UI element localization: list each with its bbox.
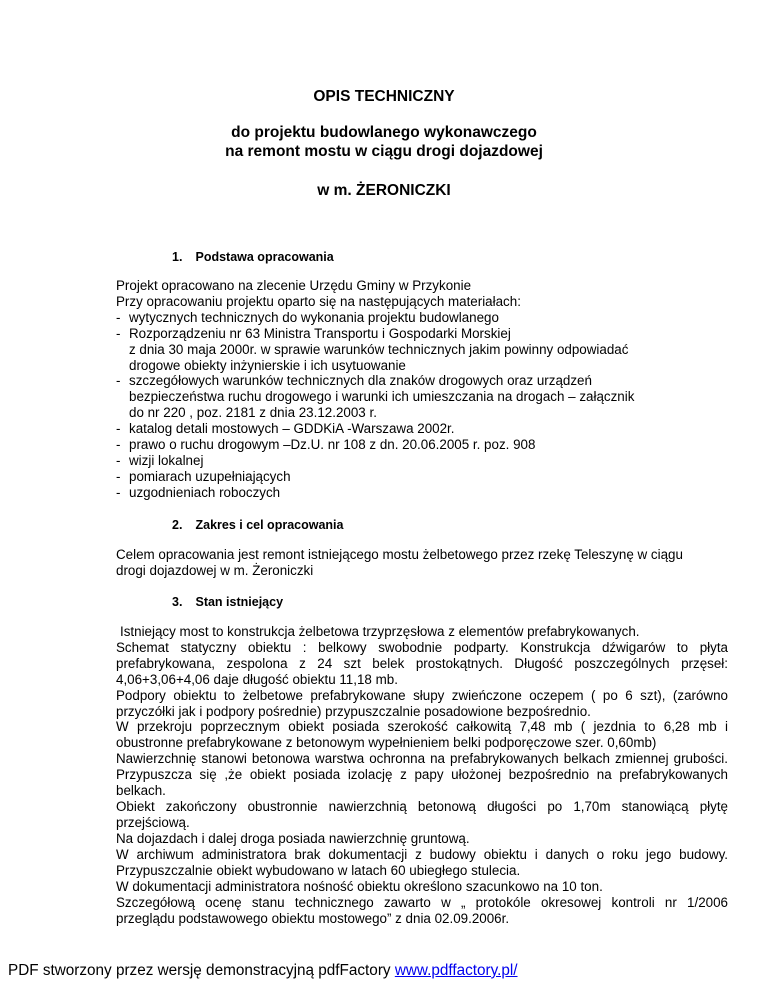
list-item <box>116 326 716 342</box>
materials-list <box>116 310 716 501</box>
bullet-dash: - <box>116 421 121 437</box>
paragraph-line: Nawierzchnię stanowi betonowa warstwa ochronna na prefabrykowanych belkach zmiennej grubości. <box>116 751 728 767</box>
paragraph-line: Projekt opracowano na zlecenie Urzędu Gminy w Przykonie <box>116 278 472 293</box>
subtitle-line-1: do projektu budowlanego wykonawczego <box>231 124 537 141</box>
bullet-dash: - <box>116 468 121 484</box>
paragraph-line: Przypuszcza się ,że obiekt posiada izolację z papy ułożonej bezpośrednio na prefabrykowanych <box>116 767 728 783</box>
list-item-text: wytycznych technicznych do wykonania projektu budowlanego <box>129 309 499 325</box>
list-item <box>116 310 716 326</box>
paragraph-line: Przy opracowaniu projektu oparto się na następujących materiałach: <box>116 293 521 309</box>
bullet-dash: - <box>116 309 121 325</box>
section-3-heading <box>172 595 283 609</box>
footer-link[interactable]: www.pdffactory.pl/ <box>394 962 518 979</box>
list-item-continuation: drogowe obiekty inżynierskie i ich usytuowanie <box>129 357 406 373</box>
paragraph-line: Schemat statyczny obiektu : belkowy swobodnie podparty. Konstrukcja dźwigarów to płyta <box>116 639 728 655</box>
assessment-paragraph <box>116 895 728 927</box>
paragraph-line: Przypuszczalnie obiekt wybudowano w latach 60 ubiegłego stulecia. <box>116 862 521 878</box>
bullet-dash: - <box>116 484 121 500</box>
paragraph-line: 4,06+3,06+4,06 daje długość obiektu 11,18 mb. <box>116 671 398 687</box>
footer-text: PDF stworzony przez wersję demonstracyjną pdfFactory <box>8 962 395 979</box>
paragraph-line: drogi dojazdowej w m. Żeroniczki <box>116 562 314 578</box>
list-item-text: Rozporządzeniu nr 63 Ministra Transportu i Gospodarki Morskiej <box>129 325 511 341</box>
list-item-continuation: bezpieczeństwa ruchu drogowego i warunki ich umieszczania na drogach – załącznik <box>129 389 635 405</box>
list-item-text: uzgodnieniach roboczych <box>129 484 281 500</box>
list-item <box>116 469 716 485</box>
paragraph-line: W dokumentacji administratora nośność obiektu określono szacunkowo na 10 ton. <box>116 878 603 894</box>
document-title: OPIS TECHNICZNY <box>313 88 455 105</box>
list-item-continuation: do nr 220 , poz. 2181 z dnia 23.12.2003 r. <box>129 405 377 421</box>
list-item <box>116 485 716 501</box>
list-item-text: wizji lokalnej <box>129 452 204 468</box>
section-1-number: 1. <box>172 250 183 264</box>
pdf-footer <box>8 962 518 980</box>
list-item <box>116 453 716 469</box>
section-2-title: Zakres i cel opracowania <box>195 518 344 532</box>
paragraph-line: W archiwum administratora brak dokumentacji z budowy obiektu i danych o roku jego budowy. <box>116 846 728 862</box>
list-item <box>116 421 716 437</box>
list-item-text: prawo o ruchu drogowym –Dz.U. nr 108 z dn. 20.06.2005 r. poz. 908 <box>129 437 536 453</box>
section-2-heading <box>172 518 343 532</box>
section-1-heading <box>172 250 334 264</box>
list-item <box>116 373 716 389</box>
paragraph-line: przyczółki jak i podpory pośrednie) przypuszczalnie posadowione bezpośrednio. <box>116 703 591 719</box>
paragraph-line: Podpory obiektu to żelbetowe prefabrykowane słupy zwieńczone oczepem ( po 6 szt), (zarówno <box>116 687 728 703</box>
paragraph-line: przejściową. <box>116 814 190 830</box>
list-item-text: pomiarach uzupełniających <box>129 468 291 484</box>
paragraph-line: przeglądu podstawowego obiektu mostowego” z dnia 02.09.2006r. <box>116 910 510 926</box>
paragraph-line: Celem opracowania jest remont istniejącego mostu żelbetowego przez rzekę Teleszynę w ciągu <box>116 547 683 562</box>
paragraph-line: Szczegółową ocenę stanu technicznego zawarto w „ protokóle okresowej kontroli nr 1/2006 <box>116 895 728 910</box>
section-1-title: Podstawa opracowania <box>195 250 334 264</box>
paragraph-line: obustronne prefabrykowane z betonowym wypełnieniem belki podporęczowe szer. 0,60mb) <box>116 735 657 751</box>
paragraph-line: W przekroju poprzecznym obiekt posiada szerokość całkowitą 7,48 mb ( jezdnia to 6,28 mb i <box>116 719 728 735</box>
paragraph-line: Obiekt zakończony obustronnie nawierzchnią betonową długości po 1,70m stanowiącą płytę <box>116 798 728 814</box>
list-item-continuation: z dnia 30 maja 2000r. w sprawie warunków technicznych jakim powinny odpowiadać <box>129 341 629 357</box>
paragraph-line: belkach. <box>116 783 166 799</box>
paragraph-line: prefabrykowana, zespolona z 24 szt belek prostokątnych. Długość poszczególnych przęseł: <box>116 655 728 671</box>
section-3-number: 3. <box>172 595 183 609</box>
bullet-dash: - <box>116 452 121 468</box>
bullet-dash: - <box>116 325 121 341</box>
location-title: w m. ŻERONICZKI <box>317 182 451 199</box>
section-3-title: Stan istniejący <box>195 595 284 609</box>
list-item-text: katalog detali mostowych – GDDKiA -Warszawa 2002r. <box>129 421 455 437</box>
list-item-text: szczegółowych warunków technicznych dla znaków drogowych oraz urządzeń <box>129 373 592 389</box>
section-1-body <box>116 278 716 501</box>
section-2-number: 2. <box>172 518 183 532</box>
paragraph-line: Na dojazdach i dalej droga posiada nawierzchnię gruntową. <box>116 830 470 846</box>
list-item <box>116 437 716 453</box>
subtitle-line-2: na remont mostu w ciągu drogi dojazdowej <box>225 143 543 160</box>
paragraph-line: Istniejący most to konstrukcja żelbetowa trzyprzęsłowa z elementów prefabrykowanych. <box>120 624 640 639</box>
bullet-dash: - <box>116 373 121 389</box>
section-2-body <box>116 547 716 579</box>
bullet-dash: - <box>116 437 121 453</box>
document-subtitle <box>0 123 768 161</box>
section-3-body <box>116 624 728 894</box>
